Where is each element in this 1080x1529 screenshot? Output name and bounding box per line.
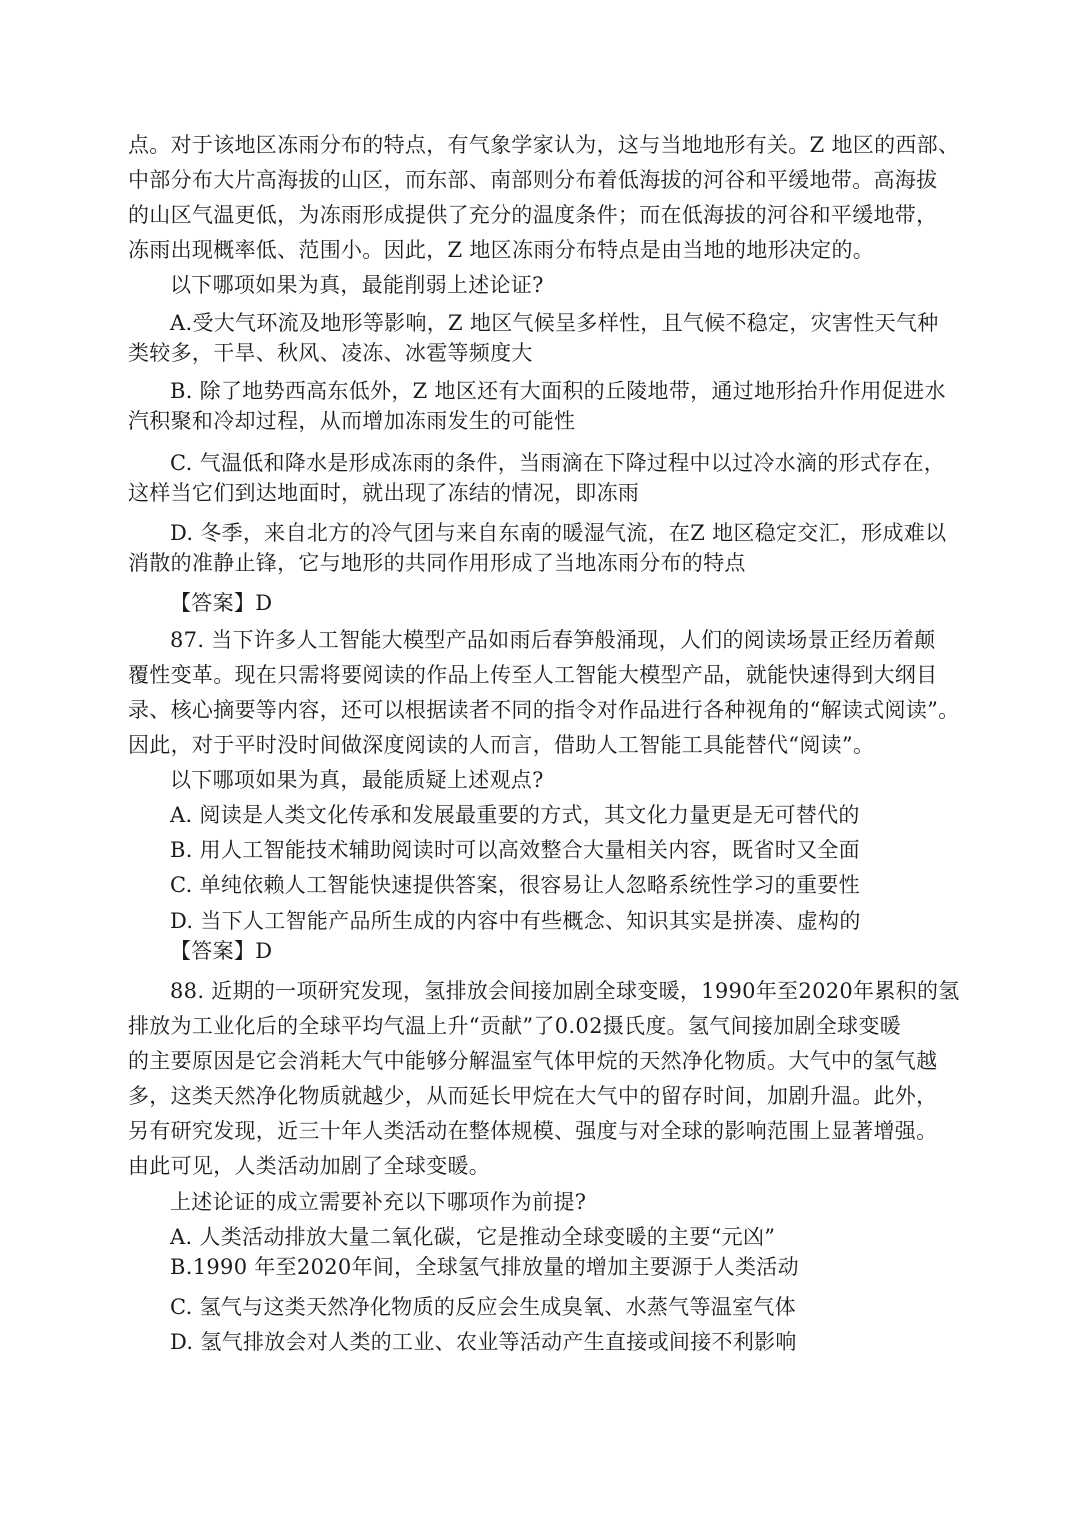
q87-stem-line-4: 因此，对于平时没时间做深度阅读的人而言，借助人工智能工具能替代“阅读”。	[128, 733, 875, 757]
q88-option-b: B.1990 年至2020年间，全球氢气排放量的增加主要源于人类活动	[170, 1255, 799, 1279]
q86-stem-line-3: 的山区气温更低，为冻雨形成提供了充分的温度条件；而在低海拔的河谷和平缓地带，	[128, 203, 938, 227]
q86-option-c-line-2: 这样当它们到达地面时，就出现了冻结的情况，即冻雨	[128, 481, 640, 505]
q86-answer: 【答案】D	[170, 591, 273, 615]
q87-option-b: B. 用人工智能技术辅助阅读时可以高效整合大量相关内容，既省时又全面	[170, 838, 860, 862]
q88-stem-line-3: 的主要原因是它会消耗大气中能够分解温室气体甲烷的天然净化物质。大气中的氢气越	[128, 1049, 938, 1073]
q86-prompt: 以下哪项如果为真，最能削弱上述论证?	[170, 273, 544, 297]
q86-stem-line-4: 冻雨出现概率低、范围小。因此，Z 地区冻雨分布特点是由当地的地形决定的。	[128, 238, 875, 262]
q86-stem-line-2: 中部分布大片高海拔的山区，而东部、南部则分布着低海拔的河谷和平缓地带。高海拔	[128, 168, 938, 192]
q86-option-a-line-2: 类较多，干旱、秋风、凌冻、冰雹等频度大	[128, 341, 533, 365]
q88-stem-line-2: 排放为工业化后的全球平均气温上升“贡献”了0.02摄氏度。氢气间接加剧全球变暖	[128, 1014, 901, 1038]
q87-prompt: 以下哪项如果为真，最能质疑上述观点?	[170, 768, 544, 792]
q88-option-d: D. 氢气排放会对人类的工业、农业等活动产生直接或间接不利影响	[170, 1330, 797, 1354]
q88-stem-line-6: 由此可见，人类活动加剧了全球变暖。	[128, 1154, 491, 1178]
q87-stem-line-1: 87. 当下许多人工智能大模型产品如雨后春笋般涌现，人们的阅读场景正经历着颠	[170, 628, 936, 652]
q88-option-a: A. 人类活动排放大量二氧化碳，它是推动全球变暖的主要“元凶”	[170, 1225, 776, 1249]
q88-stem-line-5: 另有研究发现，近三十年人类活动在整体规模、强度与对全球的影响范围上显著增强。	[128, 1119, 938, 1143]
q86-option-d-line-2: 消散的准静止锋，它与地形的共同作用形成了当地冻雨分布的特点	[128, 551, 746, 575]
q87-stem-line-3: 录、核心摘要等内容，还可以根据读者不同的指令对作品进行各种视角的“解读式阅读”。	[128, 698, 960, 722]
q86-option-c-line-1: C. 气温低和降水是形成冻雨的条件，当雨滴在下降过程中以过冷水滴的形式存在，	[170, 451, 946, 475]
q86-option-b-line-1: B. 除了地势西高东低外，Z 地区还有大面积的丘陵地带，通过地形抬升作用促进水	[170, 379, 946, 403]
q86-option-d-line-1: D. 冬季，来自北方的冷气团与来自东南的暖湿气流，在Z 地区稳定交汇，形成难以	[170, 521, 947, 545]
q87-stem-line-2: 覆性变革。现在只需将要阅读的作品上传至人工智能大模型产品，就能快速得到大纲目	[128, 663, 938, 687]
q87-option-a: A. 阅读是人类文化传承和发展最重要的方式，其文化力量更是无可替代的	[170, 803, 860, 827]
q88-prompt: 上述论证的成立需要补充以下哪项作为前提?	[170, 1190, 587, 1214]
q88-stem-line-4: 多，这类天然净化物质就越少，从而延长甲烷在大气中的留存时间，加剧升温。此外，	[128, 1084, 938, 1108]
q88-option-c: C. 氢气与这类天然净化物质的反应会生成臭氧、水蒸气等温室气体	[170, 1295, 796, 1319]
q88-stem-line-1: 88. 近期的一项研究发现，氢排放会间接加剧全球变暖，1990年至2020年累积的氢	[170, 979, 960, 1003]
q86-option-b-line-2: 汽积聚和冷却过程，从而增加冻雨发生的可能性	[128, 409, 576, 433]
q87-option-d: D. 当下人工智能产品所生成的内容中有些概念、知识其实是拼凑、虚构的	[170, 909, 861, 933]
q86-option-a-line-1: A.受大气环流及地形等影响，Z 地区气候呈多样性，且气候不稳定，灾害性天气种	[170, 311, 939, 335]
q87-option-c: C. 单纯依赖人工智能快速提供答案，很容易让人忽略系统性学习的重要性	[170, 873, 860, 897]
q86-stem-line-1: 点。对于该地区冻雨分布的特点，有气象学家认为，这与当地地形有关。Z 地区的西部、	[128, 133, 960, 157]
q87-answer: 【答案】D	[170, 939, 273, 963]
